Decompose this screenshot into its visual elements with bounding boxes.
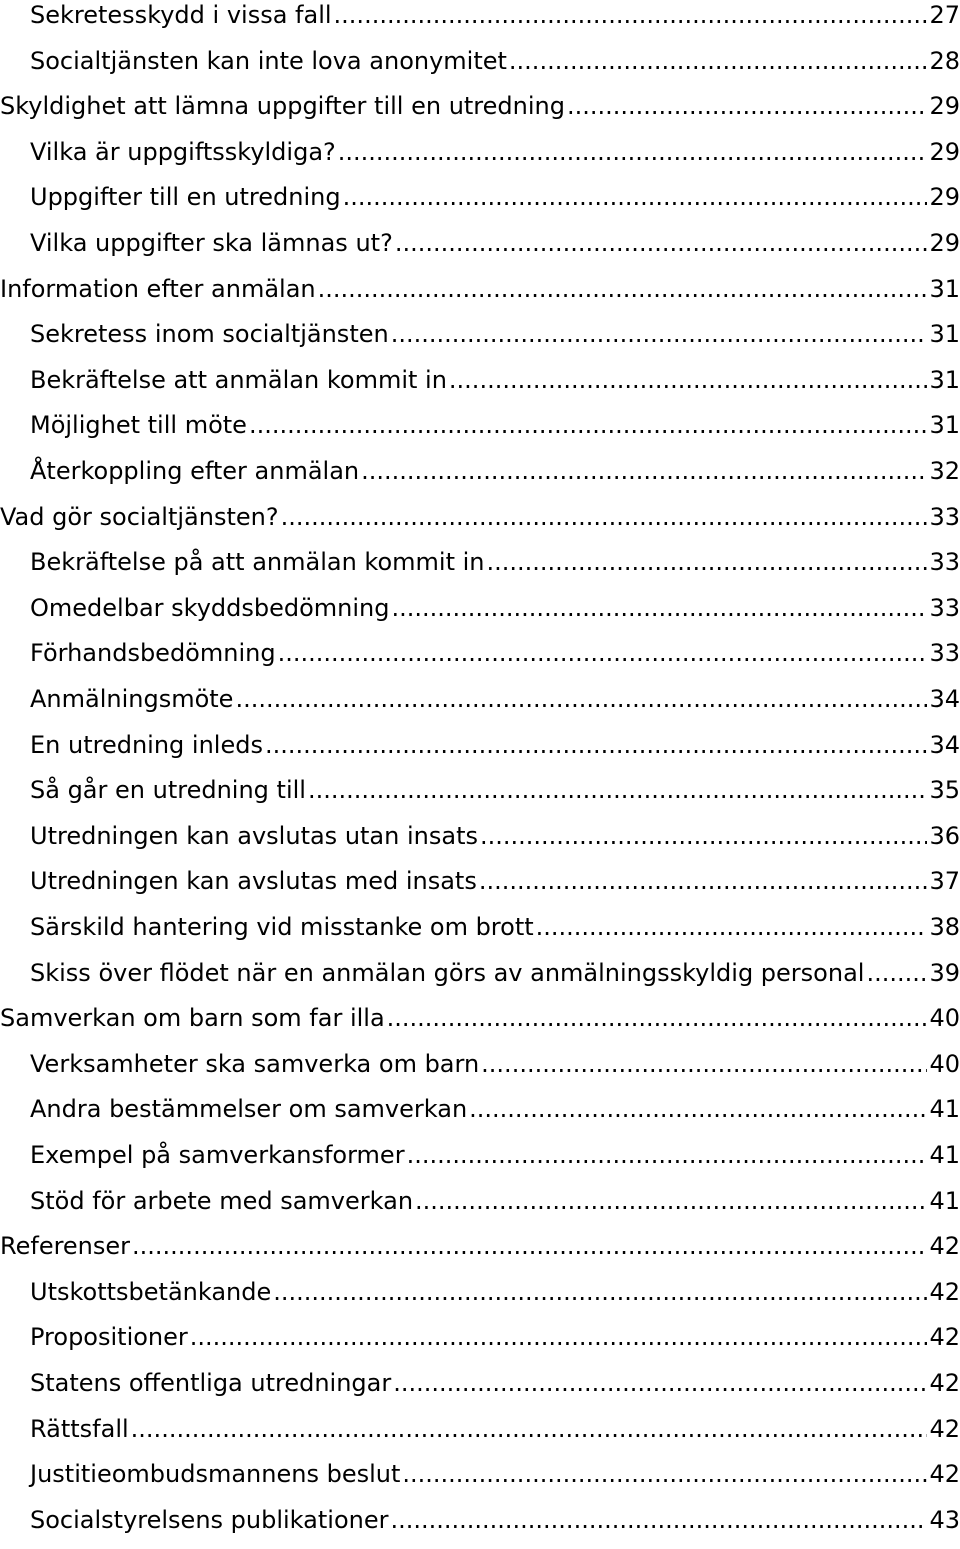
toc-entry[interactable] bbox=[0, 958, 960, 1002]
toc-entry-title: Utskottsbetänkande bbox=[30, 1277, 272, 1306]
toc-entry-page-number: 42 bbox=[929, 1277, 960, 1306]
dot-leader bbox=[391, 593, 927, 623]
toc-entry-page-number: 43 bbox=[929, 1505, 960, 1534]
toc-entry[interactable] bbox=[0, 821, 960, 865]
toc-entry[interactable] bbox=[0, 547, 960, 591]
toc-entry-title: Skiss över flödet när en anmälan görs av anmälningsskyldig personal bbox=[30, 958, 865, 987]
toc-entry-title: Återkoppling efter anmälan bbox=[30, 457, 360, 485]
toc-entry-page-number: 41 bbox=[929, 1141, 960, 1169]
toc-entry[interactable] bbox=[0, 228, 960, 272]
toc-entry-page-number: 33 bbox=[929, 593, 960, 622]
toc-entry-page-number: 41 bbox=[929, 1095, 960, 1124]
toc-entry-title: Förhandsbedömning bbox=[30, 639, 276, 668]
toc-entry-page-number: 34 bbox=[929, 685, 960, 713]
toc-entry-page-number: 31 bbox=[929, 274, 960, 303]
toc-entry[interactable] bbox=[0, 456, 960, 500]
toc-entry-page-number: 40 bbox=[929, 1004, 960, 1033]
toc-entry-title: Exempel på samverkansformer bbox=[30, 1141, 405, 1169]
toc-entry-page-number: 31 bbox=[929, 320, 960, 349]
dot-leader bbox=[361, 456, 927, 486]
toc-entry-title: Verksamheter ska samverka om barn bbox=[30, 1049, 480, 1078]
toc-entry-page-number: 35 bbox=[929, 776, 960, 805]
toc-entry-page-number: 29 bbox=[929, 183, 960, 212]
toc-entry-title: Särskild hantering vid misstanke om brott bbox=[30, 913, 534, 941]
toc-entry-page-number: 29 bbox=[929, 229, 960, 257]
toc-entry-title: Statens offentliga utredningar bbox=[30, 1369, 392, 1397]
toc-entry[interactable] bbox=[0, 1414, 960, 1458]
dot-leader bbox=[390, 1505, 927, 1535]
toc-entry[interactable] bbox=[0, 730, 960, 774]
toc-entry-page-number: 33 bbox=[929, 639, 960, 668]
toc-entry-title: Utredningen kan avslutas utan insats bbox=[30, 821, 478, 850]
toc-entry[interactable] bbox=[0, 1003, 960, 1047]
toc-entry-page-number: 42 bbox=[929, 1369, 960, 1397]
toc-entry-title: Samverkan om barn som far illa bbox=[0, 1004, 385, 1033]
toc-entry-title: Uppgifter till en utredning bbox=[30, 183, 341, 212]
toc-entry-page-number: 42 bbox=[929, 1460, 960, 1489]
dot-leader bbox=[308, 775, 928, 805]
toc-entry-page-number: 36 bbox=[929, 821, 960, 850]
toc-entry-title: Anmälningsmöte bbox=[30, 685, 234, 713]
toc-entry-page-number: 40 bbox=[929, 1049, 960, 1078]
toc-entry[interactable] bbox=[0, 46, 960, 90]
toc-entry[interactable] bbox=[0, 912, 960, 956]
dot-leader bbox=[265, 730, 927, 760]
toc-entry[interactable] bbox=[0, 502, 960, 546]
toc-entry-page-number: 29 bbox=[929, 92, 960, 121]
toc-entry-page-number: 42 bbox=[929, 1323, 960, 1352]
toc-entry-title: Sekretesskydd i vissa fall bbox=[30, 1, 332, 29]
toc-entry[interactable] bbox=[0, 410, 960, 454]
toc-entry-page-number: 32 bbox=[929, 457, 960, 485]
dot-leader bbox=[334, 0, 928, 30]
dot-leader bbox=[391, 319, 928, 349]
toc-entry-title: Socialtjänsten kan inte lova anonymitet bbox=[30, 46, 507, 75]
toc-entry-page-number: 41 bbox=[929, 1186, 960, 1215]
toc-entry[interactable] bbox=[0, 1459, 960, 1503]
toc-entry[interactable] bbox=[0, 593, 960, 637]
toc-entry-title: Utredningen kan avslutas med insats bbox=[30, 867, 477, 896]
toc-entry-title: Bekräftelse på att anmälan kommit in bbox=[30, 548, 485, 577]
dot-leader bbox=[338, 137, 928, 167]
toc-entry-title: Justitieombudsmannens beslut bbox=[30, 1460, 401, 1489]
dot-leader bbox=[449, 365, 928, 395]
toc-entry[interactable] bbox=[0, 866, 960, 910]
dot-leader bbox=[481, 1049, 927, 1079]
toc-entry[interactable] bbox=[0, 319, 960, 363]
dot-leader bbox=[567, 91, 927, 121]
dot-leader bbox=[415, 1186, 927, 1216]
toc-entry-page-number: 31 bbox=[929, 365, 960, 394]
dot-leader bbox=[318, 274, 928, 304]
toc-entry-page-number: 31 bbox=[929, 411, 960, 440]
dot-leader bbox=[190, 1322, 928, 1352]
toc-entry-title: Möjlighet till möte bbox=[30, 411, 247, 440]
dot-leader bbox=[387, 1003, 928, 1033]
toc-entry[interactable] bbox=[0, 1368, 960, 1412]
toc-entry-page-number: 33 bbox=[929, 502, 960, 531]
dot-leader bbox=[281, 502, 928, 532]
dot-leader bbox=[235, 684, 927, 714]
toc-entry-page-number: 42 bbox=[929, 1232, 960, 1261]
dot-leader bbox=[479, 866, 928, 896]
dot-leader bbox=[343, 182, 928, 212]
dot-leader bbox=[487, 547, 928, 577]
toc-entry-title: Sekretess inom socialtjänsten bbox=[30, 320, 389, 349]
toc-entry-title: Andra bestämmelser om samverkan bbox=[30, 1095, 468, 1124]
toc-entry-page-number: 42 bbox=[929, 1414, 960, 1443]
toc-entry[interactable] bbox=[0, 638, 960, 682]
toc-entry-title: Rättsfall bbox=[30, 1414, 129, 1443]
toc-entry-page-number: 34 bbox=[929, 730, 960, 759]
dot-leader bbox=[393, 1368, 927, 1398]
toc-entry[interactable] bbox=[0, 1140, 960, 1184]
dot-leader bbox=[273, 1277, 927, 1307]
dot-leader bbox=[278, 638, 928, 668]
toc-entry-title: Propositioner bbox=[30, 1323, 188, 1352]
toc-entry[interactable] bbox=[0, 1505, 960, 1549]
toc-entry[interactable] bbox=[0, 1322, 960, 1366]
toc-entry[interactable] bbox=[0, 137, 960, 181]
dot-leader bbox=[866, 958, 927, 988]
toc-entry[interactable] bbox=[0, 91, 960, 135]
toc-entry-title: Vad gör socialtjänsten? bbox=[0, 502, 279, 531]
toc-entry[interactable] bbox=[0, 274, 960, 318]
toc-entry-title: Referenser bbox=[0, 1232, 131, 1261]
dot-leader bbox=[132, 1231, 927, 1261]
dot-leader bbox=[395, 228, 928, 258]
dot-leader bbox=[509, 46, 928, 76]
toc-entry-page-number: 29 bbox=[929, 137, 960, 166]
toc-entry-page-number: 39 bbox=[929, 958, 960, 987]
toc-entry-title: Vilka är uppgiftsskyldiga? bbox=[30, 137, 336, 166]
toc-entry-title: Information efter anmälan bbox=[0, 274, 316, 303]
dot-leader bbox=[469, 1094, 927, 1124]
toc-entry-page-number: 27 bbox=[929, 1, 960, 29]
toc-entry-title: Omedelbar skyddsbedömning bbox=[30, 593, 390, 622]
toc-entry-title: Vilka uppgifter ska lämnas ut? bbox=[30, 229, 393, 257]
toc-entry[interactable] bbox=[0, 775, 960, 819]
toc-entry-title: Socialstyrelsens publikationer bbox=[30, 1505, 389, 1534]
dot-leader bbox=[249, 410, 928, 440]
toc-entry[interactable] bbox=[0, 182, 960, 226]
toc-entry-title: Stöd för arbete med samverkan bbox=[30, 1186, 414, 1215]
dot-leader bbox=[402, 1459, 927, 1489]
toc-entry[interactable] bbox=[0, 1049, 960, 1093]
toc-entry-title: Bekräftelse att anmälan kommit in bbox=[30, 365, 447, 394]
toc-entry[interactable] bbox=[0, 1231, 960, 1275]
dot-leader bbox=[480, 821, 927, 851]
toc-entry[interactable] bbox=[0, 365, 960, 409]
toc-entry[interactable] bbox=[0, 1186, 960, 1230]
toc-entry-page-number: 33 bbox=[929, 548, 960, 577]
dot-leader bbox=[131, 1414, 928, 1444]
dot-leader bbox=[536, 912, 928, 942]
toc-entry-page-number: 38 bbox=[929, 913, 960, 941]
dot-leader bbox=[407, 1140, 928, 1170]
toc-entry[interactable] bbox=[0, 1277, 960, 1321]
toc-entry[interactable] bbox=[0, 1094, 960, 1138]
toc-entry-title: En utredning inleds bbox=[30, 730, 263, 759]
toc-entry-title: Så går en utredning till bbox=[30, 776, 306, 805]
toc-entry[interactable] bbox=[0, 684, 960, 728]
toc-entry-title: Skyldighet att lämna uppgifter till en utredning bbox=[0, 92, 565, 121]
toc-entry[interactable] bbox=[0, 0, 960, 44]
toc-entry-page-number: 28 bbox=[929, 46, 960, 75]
toc-entry-page-number: 37 bbox=[929, 867, 960, 896]
